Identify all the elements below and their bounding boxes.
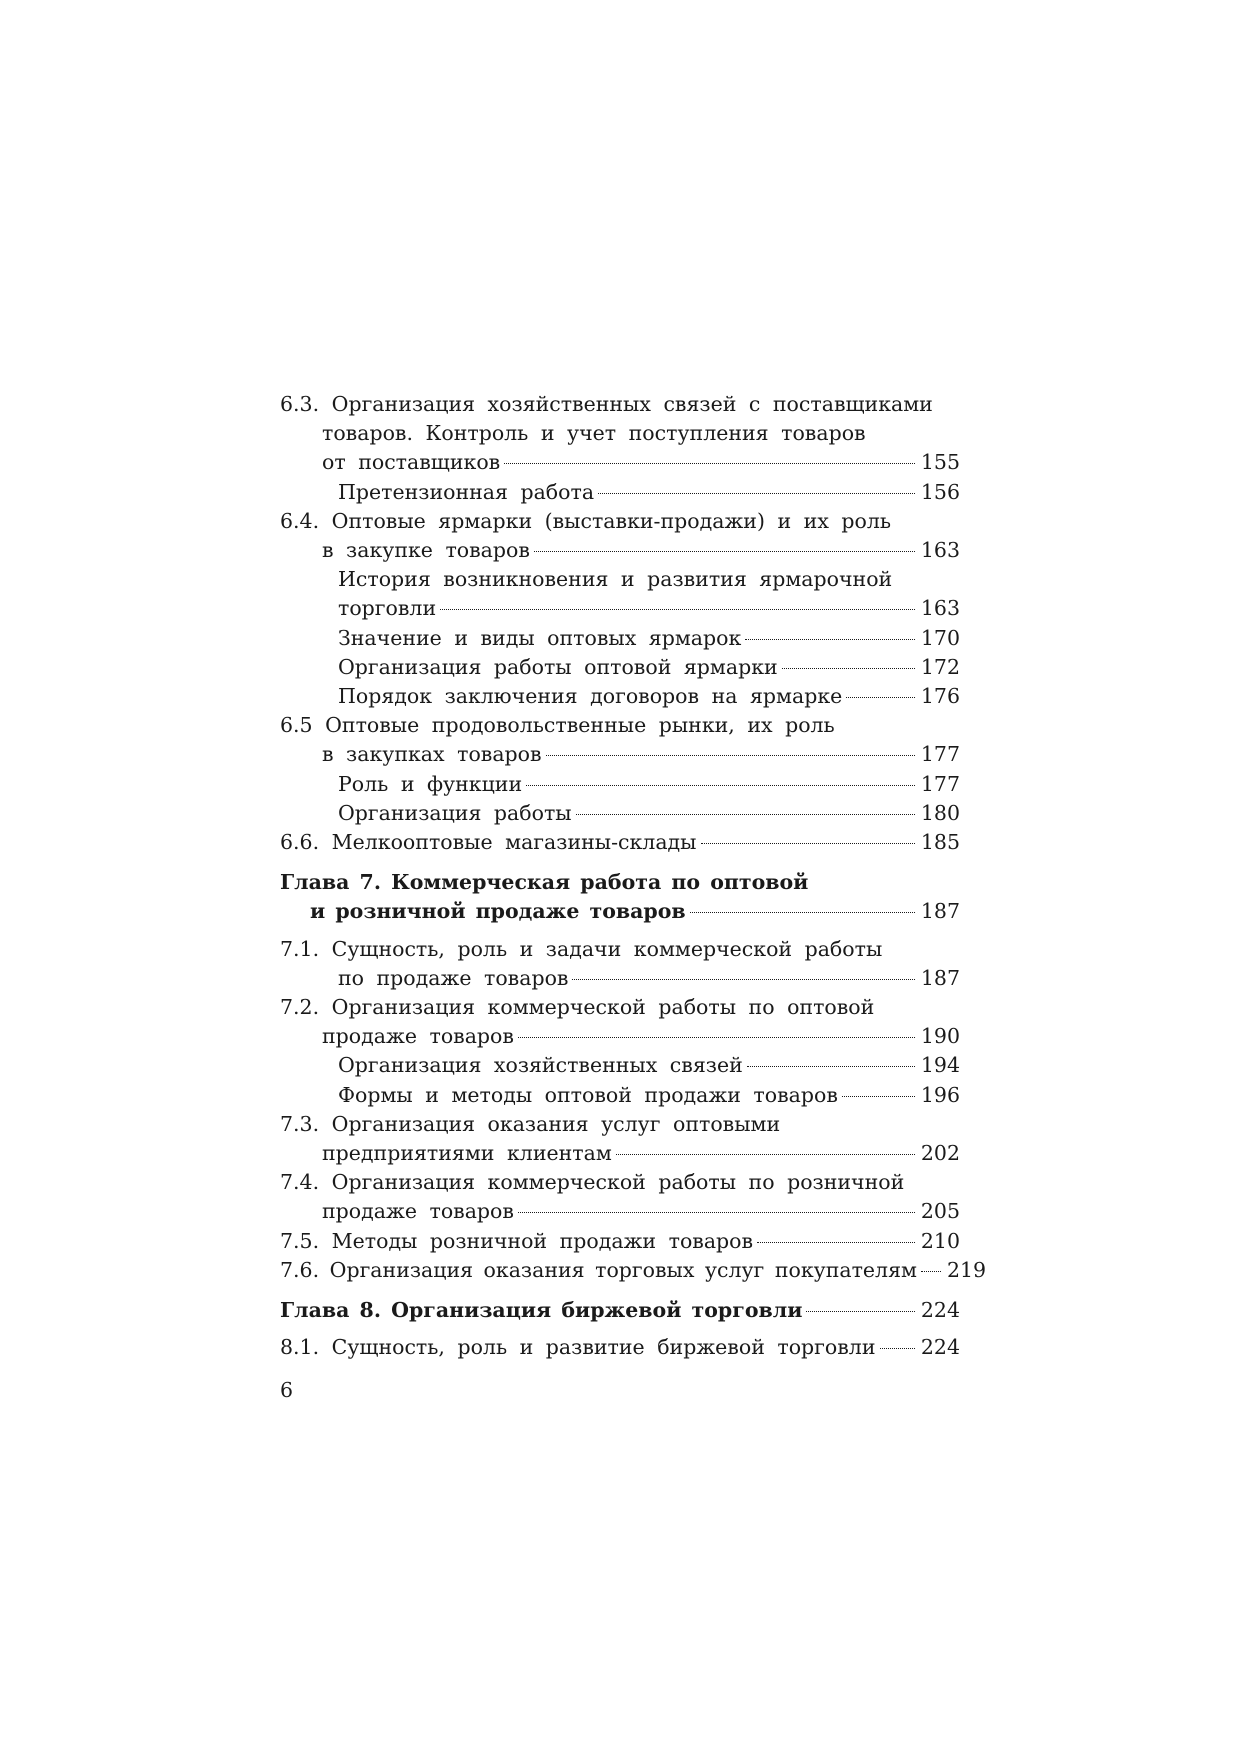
toc-entry-fair-history <box>280 565 960 623</box>
toc-page-number: 187 <box>920 965 960 990</box>
toc-entry-title: Значение и виды оптовых ярмарок <box>338 625 742 650</box>
toc-page-number: 155 <box>920 450 960 475</box>
toc-chapter-title-cont: и розничной продаже товаров <box>310 899 686 924</box>
dot-leader <box>701 843 915 844</box>
dot-leader <box>504 463 915 464</box>
toc-chapter-7 <box>280 868 960 926</box>
toc-entry-title-cont: товаров. Контроль и учет поступления товаров <box>322 421 866 446</box>
toc-entry-title: Претензионная работа <box>338 479 595 504</box>
toc-entry-title-cont: предприятиями клиентам <box>322 1141 612 1166</box>
toc-entry-title: 7.3. Организация оказания услуг оптовыми <box>280 1111 781 1136</box>
toc-page-number: 163 <box>920 538 960 563</box>
toc-entry-title: Организация работы оптовой ярмарки <box>338 654 778 679</box>
toc-entry-title: 7.2. Организация коммерческой работы по оптовой <box>280 995 875 1020</box>
toc-page-number: 224 <box>920 1335 960 1360</box>
toc-page-number: 177 <box>920 742 960 767</box>
toc-entry-title: 6.4. Оптовые ярмарки (выставки-продажи) и их роль <box>280 508 892 533</box>
toc-entry-title: Порядок заключения договоров на ярмарке <box>338 684 843 709</box>
toc-page-number: 172 <box>920 654 960 679</box>
toc-entry-title-cont: в закупке товаров <box>322 538 530 563</box>
dot-leader <box>690 912 915 913</box>
toc-page-number: 177 <box>920 771 960 796</box>
toc-entry-8-1 <box>280 1333 960 1362</box>
toc-entry-title: 7.4. Организация коммерческой работы по розничной <box>280 1170 905 1195</box>
toc-page-number: 194 <box>920 1053 960 1078</box>
toc-entry-6-6 <box>280 828 960 857</box>
toc-entry-title: 6.6. Мелкооптовые магазины-склады <box>280 830 697 855</box>
toc-entry-6-5 <box>280 711 960 769</box>
toc-entry-title-cont: продаже товаров <box>322 1024 514 1049</box>
toc-entry-pretension <box>280 478 960 507</box>
toc-entry-market-role <box>280 770 960 799</box>
dot-leader <box>518 1212 915 1213</box>
dot-leader <box>526 785 915 786</box>
toc-entry-fair-types <box>280 624 960 653</box>
toc-entry-title: 7.1. Сущность, роль и задачи коммерческой работы <box>280 936 883 961</box>
toc-page-number: 224 <box>920 1298 960 1323</box>
toc-entry-title: 6.3. Организация хозяйственных связей с поставщиками <box>280 392 933 416</box>
toc-page-number: 170 <box>920 625 960 650</box>
dot-leader <box>846 697 915 698</box>
toc-entry-fair-organization <box>280 653 960 682</box>
toc-page-number: 156 <box>920 479 960 504</box>
toc-entry-7-5 <box>280 1227 960 1256</box>
toc-page-number: 202 <box>920 1141 960 1166</box>
table-of-contents <box>280 390 987 1363</box>
dot-leader <box>921 1271 941 1272</box>
toc-entry-title-cont: от поставщиков <box>322 450 501 475</box>
dot-leader <box>518 1037 915 1038</box>
dot-leader <box>598 493 915 494</box>
toc-chapter-title: Глава 8. Организация биржевой торговли <box>280 1298 803 1323</box>
toc-entry-fair-contracts <box>280 682 960 711</box>
toc-page-number: 176 <box>920 684 960 709</box>
toc-entry-title: Роль и функции <box>338 771 523 796</box>
toc-entry-6-4 <box>280 507 960 565</box>
dot-leader <box>757 1242 915 1243</box>
toc-page-number: 196 <box>920 1082 960 1107</box>
toc-chapter-8 <box>280 1296 960 1325</box>
toc-entry-title: 8.1. Сущность, роль и развитие биржевой торговли <box>280 1335 876 1360</box>
dot-leader <box>546 755 915 756</box>
toc-page-number: 187 <box>920 899 960 924</box>
dot-leader <box>842 1096 915 1097</box>
toc-page-number: 210 <box>920 1228 960 1253</box>
dot-leader <box>782 668 915 669</box>
toc-entry-7-1 <box>280 935 960 993</box>
page-number: 6 <box>280 1378 294 1402</box>
toc-entry-title: 6.5 Оптовые продовольственные рынки, их роль <box>280 713 835 738</box>
dot-leader <box>576 814 915 815</box>
dot-leader <box>616 1154 915 1155</box>
dot-leader <box>440 609 915 610</box>
toc-page-number: 219 <box>946 1257 987 1282</box>
dot-leader <box>745 639 915 640</box>
toc-entry-6-3 <box>280 390 960 478</box>
toc-entry-7-2 <box>280 993 960 1051</box>
toc-entry-title: Организация хозяйственных связей <box>338 1053 743 1078</box>
toc-entry-wholesale-methods <box>280 1081 960 1110</box>
toc-page-number: 185 <box>920 830 960 855</box>
toc-page-number: 180 <box>920 800 960 825</box>
toc-page-number: 205 <box>920 1199 960 1224</box>
toc-entry-title: 7.5. Методы розничной продажи товаров <box>280 1228 754 1253</box>
toc-entry-title: Организация работы <box>338 800 572 825</box>
dot-leader <box>747 1066 915 1067</box>
toc-entry-title: История возникновения и развития ярмарочной <box>338 567 893 592</box>
toc-entry-title-cont: торговли <box>338 596 437 621</box>
dot-leader <box>572 979 914 980</box>
toc-entry-7-6 <box>280 1256 987 1285</box>
toc-entry-title-cont: продаже товаров <box>322 1199 514 1224</box>
toc-entry-title: Формы и методы оптовой продажи товаров <box>338 1082 838 1107</box>
toc-chapter-title: Глава 7. Коммерческая работа по оптовой <box>280 870 809 895</box>
toc-entry-7-3 <box>280 1110 960 1168</box>
toc-entry-economic-links <box>280 1051 960 1080</box>
dot-leader <box>534 551 915 552</box>
toc-entry-title: 7.6. Организация оказания торговых услуг покупателям <box>280 1257 917 1282</box>
toc-entry-title-cont: по продаже товаров <box>338 965 569 990</box>
toc-entry-7-4 <box>280 1168 960 1226</box>
dot-leader <box>806 1311 914 1312</box>
toc-entry-title-cont: в закупках товаров <box>322 742 542 767</box>
dot-leader <box>880 1348 915 1349</box>
toc-page-number: 190 <box>920 1024 960 1049</box>
toc-entry-market-organization <box>280 799 960 828</box>
toc-page-number: 163 <box>920 596 960 621</box>
